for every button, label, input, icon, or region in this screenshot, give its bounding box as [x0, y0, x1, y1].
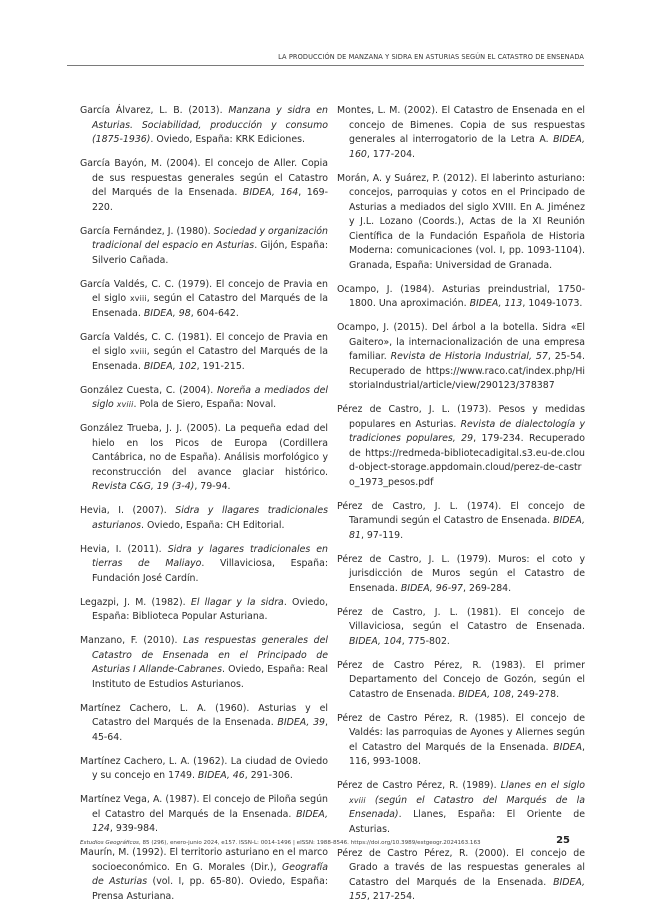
reference-text: , 291-306.: [244, 770, 293, 781]
reference-entry: [80, 634, 328, 692]
references-column-left: [80, 104, 328, 914]
reference-text: . Oviedo, España: Real Instituto de Estudios Asturianos.: [92, 664, 328, 690]
reference-text: García Fernández, J. (1980).: [80, 225, 214, 237]
reference-title: Llanes en el siglo: [500, 780, 585, 791]
reference-entry: [337, 712, 585, 770]
reference-title: BIDEA, 46: [197, 770, 245, 781]
reference-text: Martínez Vega, A. (1987). El concejo de Piloña según el Catastro del Marqués de la Ensenada.: [80, 794, 328, 820]
reference-text: xviii: [129, 294, 147, 303]
reference-url[interactable]: https://www.raco.cat/index.php/HistoriaIndustrial/article/view/290123/378387: [349, 365, 585, 391]
reference-text: , 217-254.: [366, 891, 416, 902]
reference-text: Pérez de Castro, J. L. (1974). El concejo de Taramundi según el Catastro de Ensenada.: [337, 500, 585, 526]
reference-text: , según el Catastro del Marqués de la Ensenada.: [92, 293, 328, 319]
reference-entry: [337, 779, 585, 837]
reference-text: Legazpi, J. M. (1982).: [80, 596, 191, 608]
reference-entry: [80, 331, 328, 375]
reference-title: Las respuestas generales del Catastro de Ensenada en el Principado de Asturias I Allande-Cabranes: [92, 635, 328, 675]
reference-text: , 116, 993-1008.: [349, 741, 585, 767]
reference-entry: [337, 553, 585, 597]
reference-text: . Oviedo, España: KRK Ediciones.: [150, 134, 305, 145]
reference-entry: [337, 847, 585, 905]
reference-entry: [80, 504, 328, 533]
reference-entry: [80, 157, 328, 215]
reference-text: Pérez de Castro Pérez, R. (2000). El concejo de Grado a través de las respuestas generales al Catastro del Marqués de la Ensenada.: [337, 847, 585, 888]
reference-entry: [80, 422, 328, 495]
reference-title: BIDEA: [553, 741, 583, 753]
reference-text: , 25-54. Recuperado de: [349, 351, 585, 377]
reference-text: Pérez de Castro Pérez, R. (1985). El concejo de Valdés: las parroquias de Ayones y Aliernes según el Catastro del Marqués de la Ensenada.: [337, 712, 585, 753]
reference-text: Ocampo, J. (2015). Del árbol a la botella. Sidra «El Gaitero», la internacionalización de una empresa familiar.: [337, 322, 585, 362]
reference-title: Sociedad y organización tradicional del espacio en Asturias: [92, 225, 328, 251]
reference-title: Revista de dialectología y tradiciones populares, 29: [349, 418, 585, 444]
reference-entry: [337, 606, 585, 650]
reference-entry: [80, 543, 328, 587]
reference-text: Pérez de Castro, J. L. (1981). El concejo de Villaviciosa, según el Catastro de Ensenada.: [337, 606, 585, 632]
reference-text: Pérez de Castro, J. L. (1973). Pesos y medidas populares en Asturias.: [337, 404, 585, 430]
reference-text: , 169-220.: [92, 187, 328, 213]
reference-text: Martínez Cachero, L. A. (1960). Asturias y el Catastro del Marqués de la Ensenada.: [80, 702, 328, 728]
reference-title: BIDEA, 160: [349, 134, 585, 160]
reference-entry: [337, 321, 585, 394]
reference-url[interactable]: https://redmeda-bibliotecadigital.s3.eu-de.cloud-object-storage.appdomain.cloud/perez-de-castro_1973_pesos.pdf: [349, 447, 585, 488]
reference-text: , 604-642.: [190, 307, 239, 319]
reference-title: BIDEA, 108: [458, 688, 511, 700]
reference-text: . Oviedo, España: Biblioteca Popular Asturiana.: [92, 596, 328, 622]
reference-title: El llagar y la sidra: [190, 596, 284, 608]
reference-text: , 97-119.: [360, 529, 404, 541]
reference-text: Pérez de Castro Pérez, R. (1983). El primer Departamento del Concejo de Gozón, según el Catastro de Ensenada.: [337, 659, 585, 700]
reference-title: Revista C&G, 19 (3-4): [92, 481, 195, 492]
reference-entry: [337, 500, 585, 544]
reference-title: BIDEA, 102: [143, 360, 197, 372]
reference-text: (vol. I, pp. 65-80). Oviedo, España: Prensa Asturiana.: [92, 876, 328, 902]
reference-text: Montes, L. M. (2002). El Catastro de Ensenada en el concejo de Bimenes. Copia de sus respuestas generales al interrogatorio de la Letra A.: [337, 105, 585, 145]
reference-text: . Llanes, España: El Oriente de Asturias.: [349, 809, 585, 835]
reference-title: BIDEA, 98: [143, 307, 191, 319]
reference-text: Maurín, M. (1992). El territorio asturiano en el marco socioeconómico. En G. Morales (Dir.),: [80, 847, 328, 873]
reference-text: , 775-802.: [401, 635, 450, 647]
reference-entry: [337, 659, 585, 703]
reference-text: González Trueba, J. J. (2005). La pequeña edad del hielo en los Picos de Europa (Cordillera Cantábrica, no de España). Análisis morfológico y reconstrucción del avance glaciar histórico.: [80, 423, 328, 478]
reference-title: BIDEA, 124: [92, 808, 328, 834]
references-column-right: [337, 104, 585, 914]
reference-text: Ocampo, J. (1984). Asturias preindustrial, 1750-1800. Una aproximación.: [337, 283, 585, 309]
reference-text: , 177-204.: [366, 148, 416, 160]
reference-entry: [80, 702, 328, 746]
reference-text: . Oviedo, España: CH Editorial.: [141, 519, 285, 531]
reference-entry: [80, 104, 328, 148]
page-footer: [80, 840, 570, 846]
reference-title: Sidra y llagares tradicionales asturianos: [92, 505, 328, 531]
reference-text: Pérez de Castro, J. L. (1979). Muros: el coto y jurisdicción de Muros según el Catastro de Ensenada.: [337, 553, 585, 594]
reference-title: (según el Catastro del Marqués de la Ensenada): [349, 794, 585, 820]
reference-title: BIDEA, 155: [349, 876, 585, 902]
reference-title: Sidra y lagares tradicionales en tierras de Maliayo: [92, 543, 328, 569]
reference-entry: [80, 225, 328, 269]
reference-text: Manzano, F. (2010).: [80, 635, 184, 646]
reference-entry: [80, 846, 328, 904]
reference-text: , 939-984.: [109, 823, 159, 834]
reference-text: , 1049-1073.: [522, 298, 583, 309]
reference-text: xviii: [129, 347, 147, 356]
reference-text: Hevia, I. (2007).: [80, 505, 176, 516]
reference-title: xviii: [349, 795, 366, 805]
reference-text: García Álvarez, L. B. (2013).: [80, 105, 229, 116]
reference-title: Noreña a mediados del siglo: [92, 384, 328, 410]
reference-text: . Villaviciosa, España: Fundación José Cardín.: [92, 558, 329, 584]
reference-title: BIDEA, 104: [349, 635, 402, 647]
reference-text: Pérez de Castro Pérez, R. (1989).: [337, 780, 501, 791]
reference-text: Morán, A. y Suárez, P. (2012). El laberinto asturiano: concejos, parroquias y cotos en el Principado de Asturias a mediados del siglo XVIII. En A. Jiménez y J.L. Lozano (Coords.), Actas de la XI Reunión Científica de la Fundación Española de Historia Moderna: comunicaciones (vol. I, pp. 1093-1104). Granada, España: Universidad de Granada.: [337, 172, 585, 271]
reference-text: García Valdés, C. C. (1979). El concejo de Pravia en el siglo: [80, 278, 328, 304]
reference-title: BIDEA, 113: [469, 298, 523, 309]
reference-text: , 249-278.: [510, 688, 560, 700]
reference-entry: [80, 384, 328, 413]
reference-text: , 191-215.: [196, 360, 245, 372]
reference-text: Martínez Cachero, L. A. (1962). La ciudad de Oviedo y su concejo en 1749.: [80, 755, 328, 781]
reference-text: Hevia, I. (2011).: [80, 543, 168, 555]
reference-title: BIDEA, 39: [277, 717, 325, 728]
reference-title: BIDEA, 81: [349, 515, 586, 541]
reference-entry: [337, 283, 585, 312]
footer-citation: , 85 (296), enero-junio 2024, e157. ISSN-L: 0014-1496 | eISSN: 1988-8546. https://doi.org/10.3989/estgeogr.2024163.163: [138, 840, 481, 846]
reference-title: Geografía de Asturias: [92, 861, 328, 887]
reference-text: García Bayón, M. (2004). El concejo de Aller. Copia de sus respuestas generales según el Catastro del Marqués de la Ensenada.: [80, 158, 328, 198]
reference-text: , 269-284.: [463, 582, 512, 594]
reference-title: BIDEA, 96-97: [400, 582, 464, 594]
reference-entry: [80, 596, 328, 625]
reference-title: xviii: [116, 400, 134, 409]
footer-journal-name: Estudios Geográficos: [80, 840, 139, 846]
reference-entry: [337, 172, 585, 274]
reference-entry: [337, 104, 585, 162]
reference-text: , 45-64.: [92, 717, 328, 743]
reference-title: Manzana y sidra en Asturias. Sociabilidad, producción y consumo (1875-1936): [92, 105, 328, 145]
reference-text: . Gijón, España: Silverio Cañada.: [92, 240, 328, 266]
running-header: LA PRODUCCIÓN DE MANZANA Y SIDRA EN ASTURIAS SEGÚN EL CATASTRO DE ENSENADA: [67, 53, 584, 66]
reference-title: Revista de Historia Industrial, 57: [390, 351, 548, 362]
reference-text: . Pola de Siero, España: Noval.: [133, 399, 277, 410]
reference-entry: [80, 793, 328, 837]
reference-entry: [80, 755, 328, 784]
page-number: 25: [556, 835, 570, 846]
reference-text: González Cuesta, C. (2004).: [80, 384, 217, 396]
reference-text: García Valdés, C. C. (1981). El concejo de Pravia en el siglo: [80, 331, 328, 357]
reference-title: BIDEA, 164: [242, 187, 299, 198]
reference-text: , según el Catastro del Marqués de la Ensenada.: [92, 346, 328, 372]
reference-text: , 179-234. Recuperado de: [349, 433, 585, 459]
reference-entry: [337, 403, 585, 490]
reference-entry: [80, 278, 328, 322]
reference-text: , 79-94.: [194, 481, 231, 492]
